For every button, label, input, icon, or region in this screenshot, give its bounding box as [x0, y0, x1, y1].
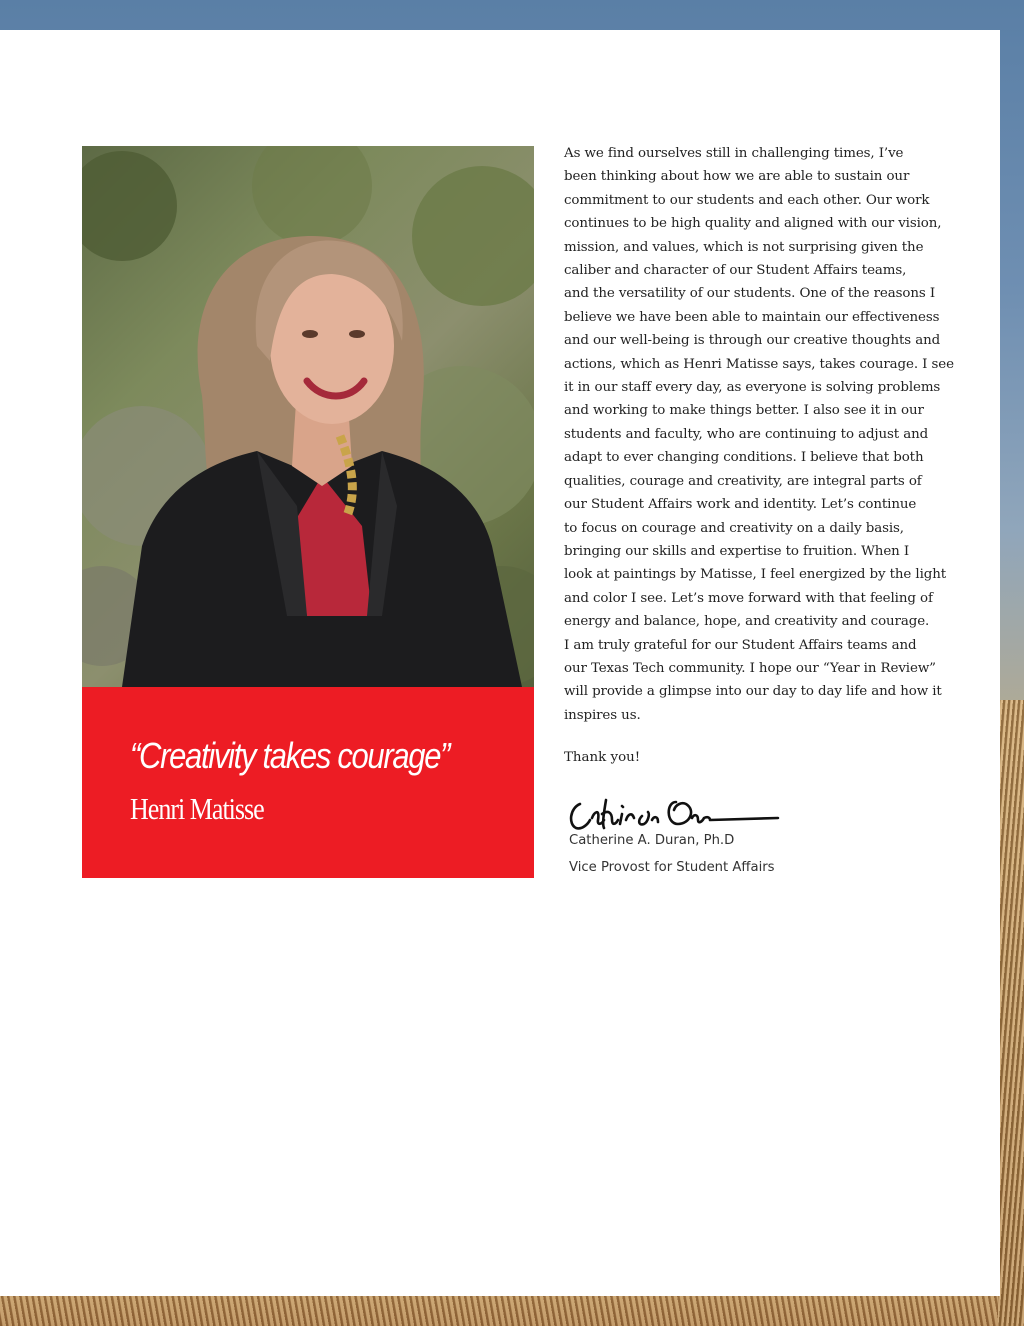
letter-line: our Student Affairs work and identity. Let’s continue	[564, 497, 917, 513]
letter-closing: Thank you!	[564, 750, 641, 765]
letter-line: As we find ourselves still in challenging times, I’ve	[564, 146, 904, 161]
letter-line: students and faculty, who are continuing to adjust and	[564, 426, 929, 442]
letter-line: look at paintings by Matisse, I feel energized by the light	[564, 567, 947, 583]
letter-line: our Texas Tech community. I hope our “Year in Review”	[564, 660, 936, 676]
quote-author: Henri Matisse	[130, 791, 264, 826]
letter-line: I am truly grateful for our Student Affairs teams and	[564, 637, 917, 653]
letter-line: continues to be high quality and aligned with our vision,	[564, 216, 942, 232]
portrait-photo	[82, 146, 534, 687]
letter-line: will provide a glimpse into our day to day life and how it	[564, 684, 942, 700]
letter-line: and our well-being is through our creative thoughts and	[564, 333, 941, 349]
quote-box	[82, 687, 534, 878]
background-grass-edge	[998, 700, 1024, 1326]
letter-line: actions, which as Henri Matisse says, takes courage. I see	[564, 356, 954, 372]
letter-line: commitment to our students and each other. Our work	[564, 192, 930, 208]
signer-title: Vice Provost for Student Affairs	[569, 860, 775, 875]
letter-line: it in our staff every day, as everyone is solving problems	[564, 380, 941, 396]
letter-line: mission, and values, which is not surprising given the	[564, 239, 924, 255]
letter-line: believe we have been able to maintain our effectiveness	[564, 309, 940, 325]
letter-line: caliber and character of our Student Affairs teams,	[564, 263, 907, 279]
letter-line: energy and balance, hope, and creativity and courage.	[564, 614, 930, 630]
letter-line: to focus on courage and creativity on a daily basis,	[564, 520, 904, 536]
letter-line: adapt to ever changing conditions. I believe that both	[564, 450, 924, 466]
signer-name: Catherine A. Duran, Ph.D	[569, 833, 735, 848]
letter-line: inspires us.	[564, 707, 641, 723]
letter-line: qualities, courage and creativity, are integral parts of	[564, 473, 922, 489]
letter-line: and color I see. Let’s move forward with that feeling of	[564, 590, 933, 606]
letter-line: been thinking about how we are able to sustain our	[564, 169, 910, 185]
letter-page	[0, 30, 1000, 1296]
letter-line: and the versatility of our students. One of the reasons I	[564, 286, 936, 302]
letter-line: and working to make things better. I also see it in our	[564, 403, 924, 419]
quote-text: “Creativity takes courage”	[130, 735, 450, 776]
letter-body	[564, 142, 972, 727]
letter-line: bringing our skills and expertise to fruition. When I	[564, 543, 910, 559]
